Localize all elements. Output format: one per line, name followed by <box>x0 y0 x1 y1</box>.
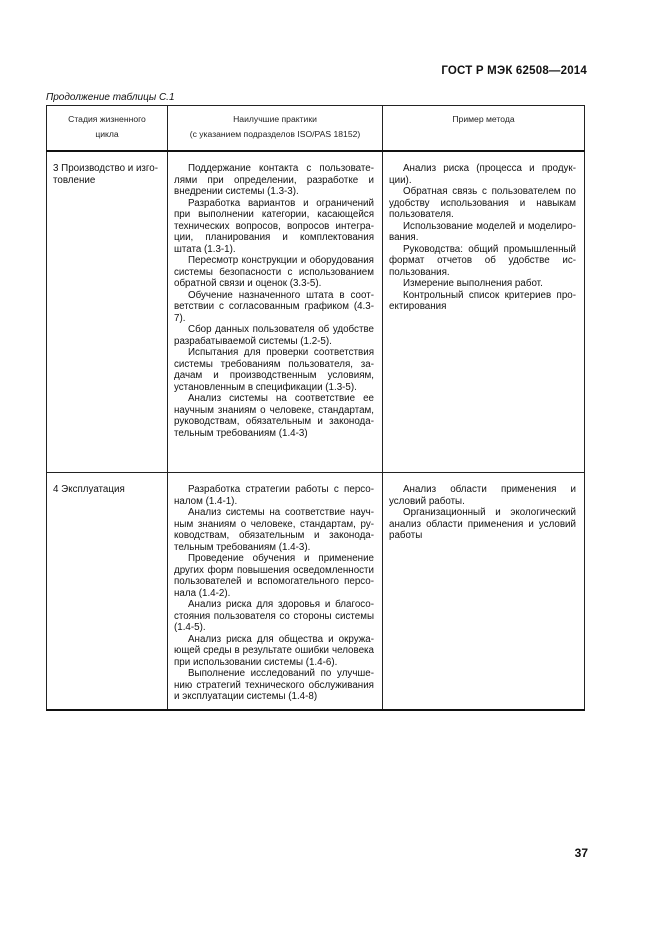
practices-table <box>46 105 585 711</box>
stage-cell: 3 Производство и изго- товление <box>47 151 168 473</box>
table-row <box>47 151 585 473</box>
standard-designation: ГОСТ Р МЭК 62508—2014 <box>441 65 587 77</box>
header-stage: Стадия жизненного цикла <box>47 106 168 152</box>
page-number: 37 <box>574 846 588 860</box>
table-row <box>47 473 585 710</box>
practices-cell: Разработка стратегии работы с персоналом (1.4-1). Анализ системы на соответствие научным знаниям о человеке, стандартам, руководствам, обязательным и законодательным требованиям (1.4-3). Проведение обучения и применение других форм повышения осведомленности пользователей и вспомогательного персонала (1.4-2). Анализ риска для здоровья и благосостояния пользователя со стороны системы (1.4-5). Анализ риска для общества и окружающей среды в результате ошибки человека при использовании системы (1.4-6). Выполнение исследований по улучшению стратегий технического обслуживания и эксплуатации системы (1.4-8) <box>168 473 383 710</box>
header-practices: Наилучшие практики (с указанием подразделов ISO/PAS 18152) <box>168 106 383 152</box>
example-cell: Анализ риска (процесса и продукции). Обратная связь с пользователем по удобству использования и навыкам пользователя. Использование моделей и моделирования. Руководства: общий промышленный формат отчетов об удобстве использования. Измерение выполнения работ. Контрольный список критериев проектирования <box>383 151 585 473</box>
practices-cell: Поддержание контакта с пользователями при определении, разработке и внедрении системы (1.3-3). Разработка вариантов и ограничений при выполнении категории, касающейся технических вопросов, вопросов интеграции, планирования и комплектования штата (1.3-1). Пересмотр конструкции и оборудования системы безопасности с использованием обратной связи и оценок (3.3-5). Обучение назначенного штата в соответствии с согласованным графиком (4.3-7). Сбор данных пользователя об удобстве разрабатываемой системы (1.2-5). Испытания для проверки соответствия системы требованиям пользователя, задачам и производственным условиям, установленным в спецификации (1.3-5). Анализ системы на соответствие ее научным знаниям о человеке, стандартам, руководствам, обязательным и законодательным требованиям (1.4-3) <box>168 151 383 473</box>
table-caption: Продолжение таблицы С.1 <box>46 92 175 103</box>
header-example: Пример метода <box>383 106 585 152</box>
table-header-row <box>47 106 585 152</box>
stage-cell: 4 Эксплуатация <box>47 473 168 710</box>
example-cell: Анализ области применения и условий работы. Организационный и экологический анализ области применения и условий работы <box>383 473 585 710</box>
